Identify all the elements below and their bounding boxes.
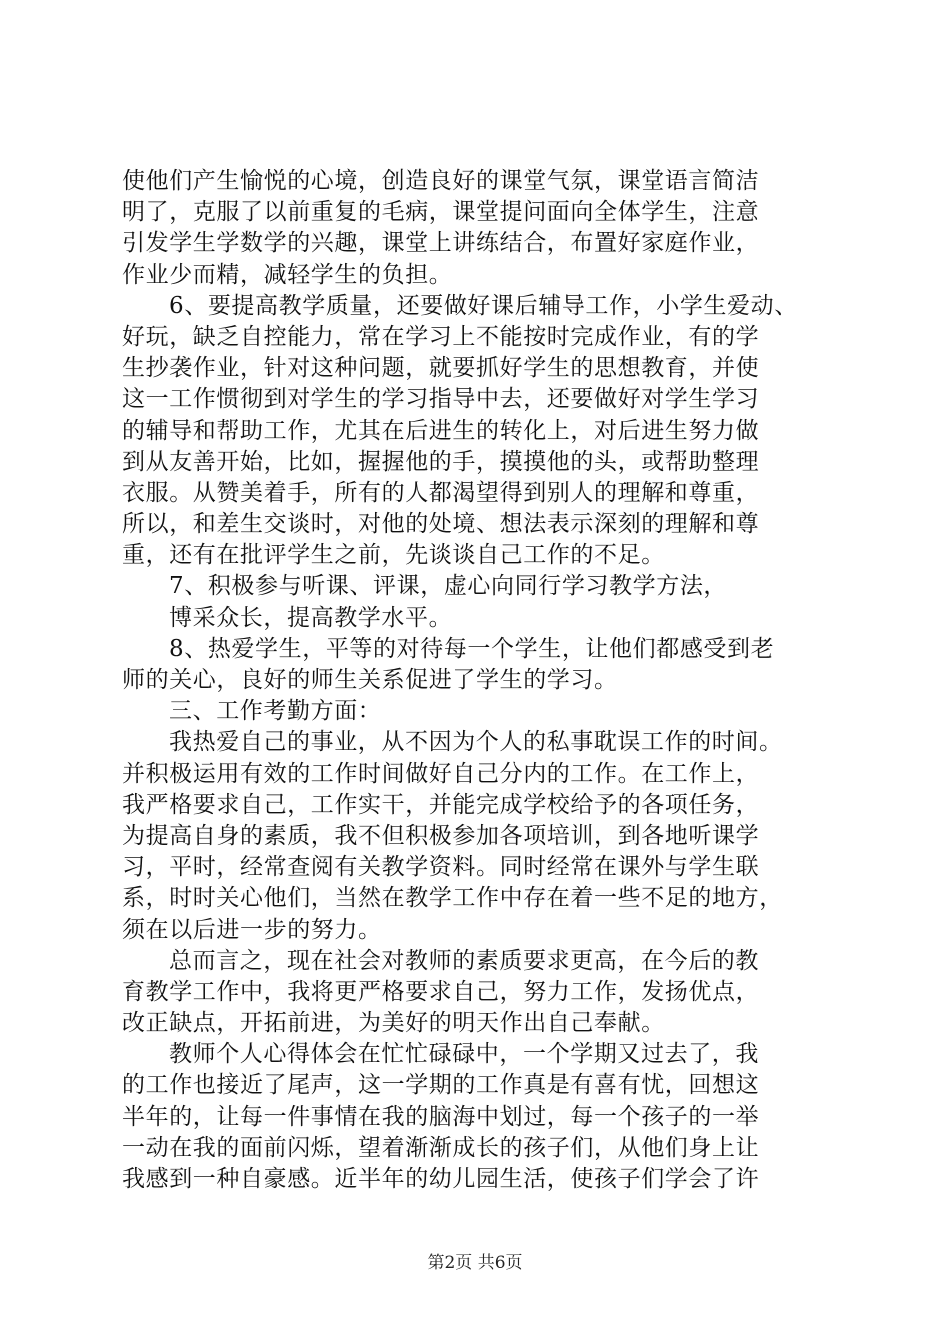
text-line: 师的关心，良好的师生关系促进了学生的学习。 [122,667,618,693]
text-line: 我严格要求自己，工作实干，并能完成学校给予的各项任务， [122,791,760,818]
text-line: 三、工作考勤方面： [169,698,382,725]
text-line: 的辅导和帮助工作，尤其在后进生的转化上，对后进生努力做 [122,417,760,444]
text-line: 育教学工作中，我将更严格要求自己，努力工作，发扬优点， [122,978,760,1005]
text-line: 使他们产生愉悦的心境，创造良好的课堂气氛，课堂语言简洁 [122,168,760,194]
text-line: 改正缺点，开拓前进，为美好的明天作出自己奉献。 [122,1010,665,1037]
text-line: 我感到一种自豪感。近半年的幼儿园生活，使孩子们学会了许 [122,1166,760,1192]
text-line: 博采众长，提高教学水平。 [169,604,453,631]
text-line: 6、要提高教学质量，还要做好课后辅导工作，小学生爱动、 [169,292,798,319]
text-line: 习，平时，经常查阅有关教学资料。同时经常在课外与学生联 [122,854,760,881]
text-line: 教师个人心得体会在忙忙碌碌中，一个学期又过去了，我 [169,1041,759,1068]
text-line: 引发学生学数学的兴趣，课堂上讲练结合，布置好家庭作业， [122,230,760,257]
text-line: 重，还有在批评学生之前，先谈谈自己工作的不足。 [122,542,665,569]
text-line: 半年的，让每一件事情在我的脑海中划过，每一个孩子的一举 [122,1103,760,1130]
text-line: 一动在我的面前闪烁，望着渐渐成长的孩子们，从他们身上让 [122,1134,760,1161]
text-line: 这一工作惯彻到对学生的学习指导中去，还要做好对学生学习 [122,386,760,413]
text-line: 7、积极参与听课、评课，虚心向同行学习教学方法， [169,573,728,600]
text-line: 为提高自身的素质，我不但积极参加各项培训，到各地听课学 [122,822,760,849]
text-line: 须在以后进一步的努力。 [122,916,382,943]
text-line: 生抄袭作业，针对这种问题，就要抓好学生的思想教育，并使 [122,355,760,382]
text-line: 系，时时关心他们，当然在教学工作中存在着一些不足的地方， [122,885,783,912]
text-line: 作业少而精，减轻学生的负担。 [122,261,453,288]
text-line: 明了，克服了以前重复的毛病，课堂提问面向全体学生，注意 [122,199,760,226]
text-line: 好玩，缺乏自控能力，常在学习上不能按时完成作业，有的学 [122,323,760,350]
document-body [122,166,834,1195]
text-line: 总而言之，现在社会对教师的素质要求更高，在今后的教 [169,947,759,974]
text-line: 衣服。从赞美着手，所有的人都渴望得到别人的理解和尊重， [122,479,760,506]
text-line: 8、热爱学生，平等的对待每一个学生，让他们都感受到老 [169,635,775,662]
text-line: 并积极运用有效的工作时间做好自己分内的工作。在工作上， [122,760,760,787]
text-line: 我热爱自己的事业，从不因为个人的私事耽误工作的时间。 [169,729,783,756]
text-line: 到从友善开始，比如，握握他的手，摸摸他的头，或帮助整理 [122,448,760,475]
page-footer: 第2页 共6页 [427,1253,523,1273]
text-line: 的工作也接近了尾声，这一学期的工作真是有喜有忧，回想这 [122,1072,760,1099]
text-line: 所以，和差生交谈时，对他的处境、想法表示深刻的理解和尊 [122,511,760,538]
